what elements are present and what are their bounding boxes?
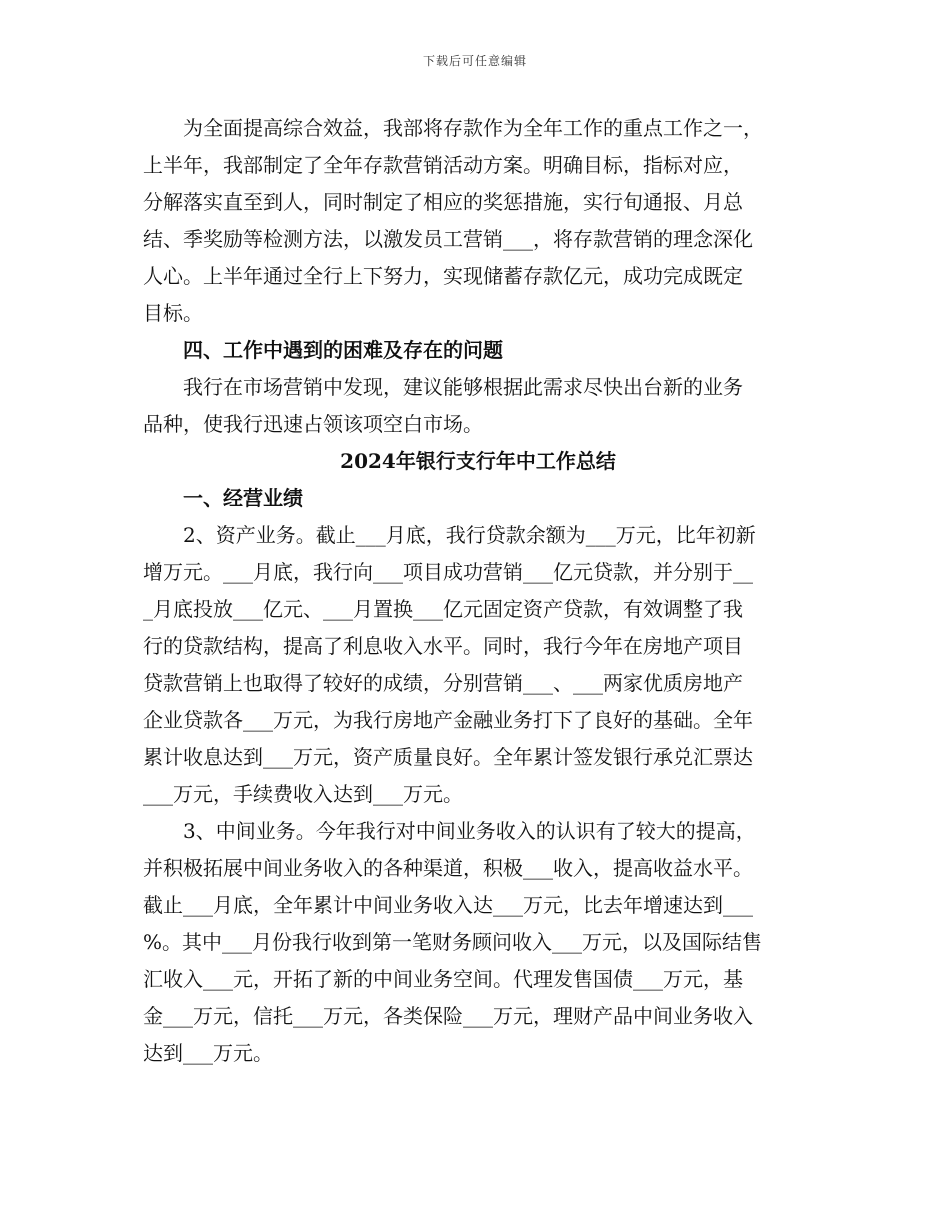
text-line: 并积极拓展中间业务收入的各种渠道，积极___收入，提高收益水平。: [143, 856, 753, 880]
text-line: 金___万元，信托___万元，各类保险___万元，理财产品中间业务收入: [143, 1004, 753, 1028]
text-line: 截止___月底，全年累计中间业务收入达___万元，比去年增速达到___: [143, 893, 753, 917]
text-line: 上半年，我部制定了全年存款营销活动方案。明确目标，指标对应，: [143, 153, 743, 177]
text-line: 达到___万元。: [143, 1041, 273, 1065]
text-line: 品种，使我行迅速占领该项空白市场。: [143, 412, 483, 436]
section-heading-problems: 四、工作中遇到的困难及存在的问题: [183, 338, 503, 362]
text-line: 行的贷款结构，提高了利息收入水平。同时，我行今年在房地产项目: [143, 634, 743, 658]
text-line: 为全面提高综合效益，我部将存款作为全年工作的重点工作之一，: [183, 116, 763, 140]
section-heading-performance: 一、经营业绩: [183, 486, 303, 510]
text-line: 3、中间业务。今年我行对中间业务收入的认识有了较大的提高，: [183, 819, 756, 843]
paragraph-market-findings: [143, 369, 813, 443]
text-line: 2、资产业务。截止___月底，我行贷款余额为___万元，比年初新: [183, 523, 756, 547]
text-line: ___万元，手续费收入达到___万元。: [143, 782, 463, 806]
page-header: 下载后可任意编辑: [422, 54, 527, 68]
document-title: 2024年银行支行年中工作总结: [340, 449, 616, 473]
text-line: _月底投放___亿元、___月置换___亿元固定资产贷款，有效调整了我: [143, 597, 743, 621]
text-line: 贷款营销上也取得了较好的成绩，分别营销___、___两家优质房地产: [143, 671, 743, 695]
text-line: 增万元。___月底，我行向___项目成功营销___亿元贷款，并分别于__: [143, 560, 753, 584]
text-line: %。其中___月份我行收到第一笔财务顾问收入___万元，以及国际结售: [143, 930, 763, 954]
document-body: [143, 110, 813, 1072]
text-line: 结、季奖励等检测方法，以激发员工营销___，将存款营销的理念深化: [143, 227, 753, 251]
paragraph-asset-business: [143, 517, 813, 813]
text-line: 累计收息达到___万元，资产质量良好。全年累计签发银行承兑汇票达: [143, 745, 753, 769]
text-line: 汇收入___元，开拓了新的中间业务空间。代理发售国债___万元，基: [143, 967, 743, 991]
paragraph-intermediate-business: [143, 813, 813, 1072]
text-line: 分解落实直至到人，同时制定了相应的奖惩措施，实行旬通报、月总: [143, 190, 743, 214]
text-line: 人心。上半年通过全行上下努力，实现储蓄存款亿元，成功完成既定: [143, 264, 743, 288]
text-line: 我行在市场营销中发现，建议能够根据此需求尽快出台新的业务: [183, 375, 743, 399]
text-line: 企业贷款各___万元，为我行房地产金融业务打下了良好的基础。全年: [143, 708, 753, 732]
paragraph-deposit-marketing: [143, 110, 813, 332]
text-line: 目标。: [143, 301, 203, 325]
